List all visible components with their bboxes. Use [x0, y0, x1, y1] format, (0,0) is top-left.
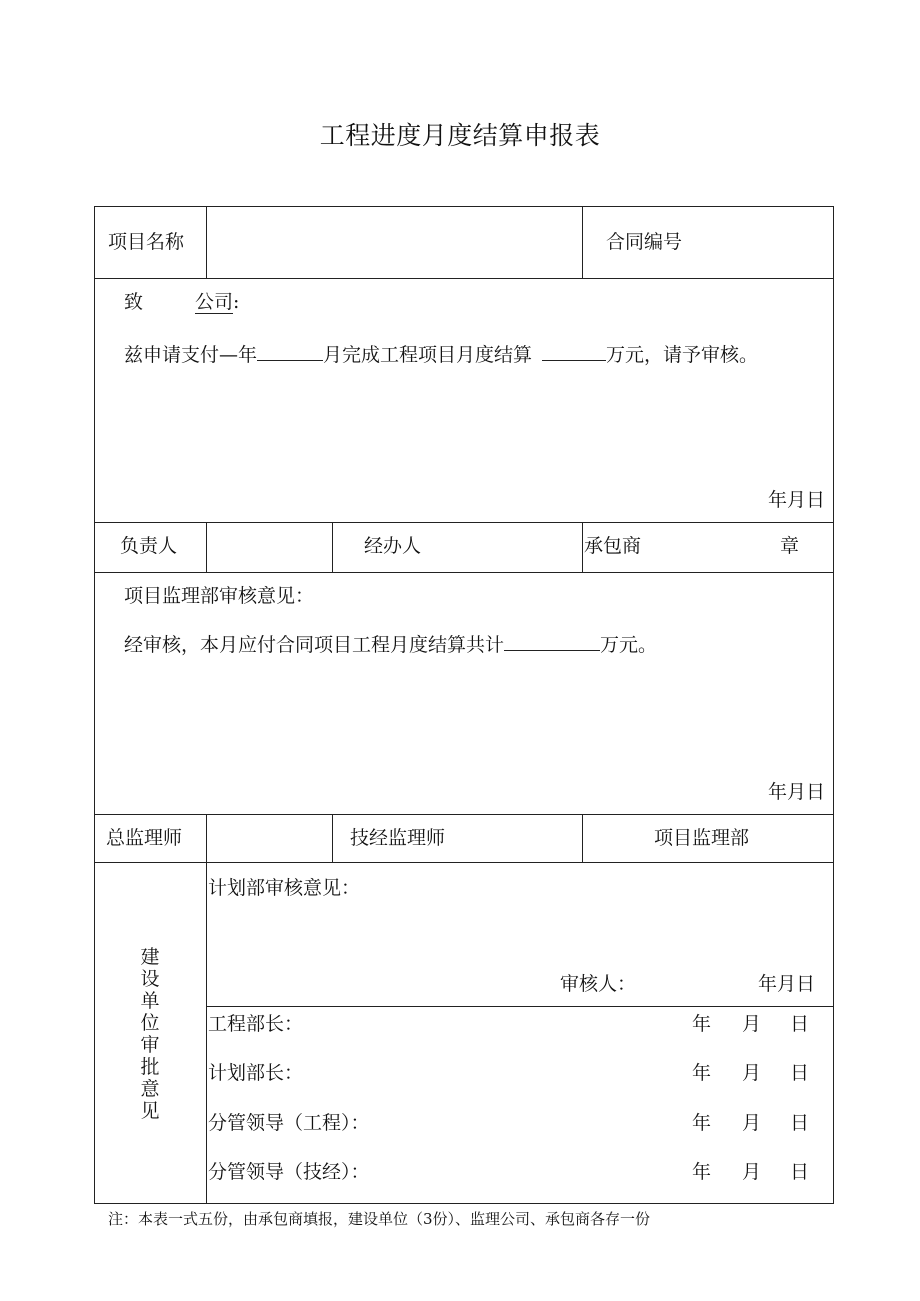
contract-no-label: 合同编号 — [606, 231, 683, 253]
supervision-text-a: 经审核，本月应付合同项目工程月度结算共计 — [124, 634, 505, 656]
col-divider — [582, 814, 583, 862]
col-divider — [206, 206, 207, 278]
project-name-label: 项目名称 — [108, 231, 185, 253]
approver-year: 年 — [692, 1013, 712, 1035]
request-text-b: 月完成工程项目月度结算 — [323, 344, 533, 366]
row-divider — [94, 522, 834, 523]
settlement-form-table — [94, 206, 834, 1204]
row-divider — [206, 1006, 834, 1007]
row-divider — [94, 862, 834, 863]
approver-month: 月 — [742, 1161, 762, 1183]
handler-label: 经办人 — [364, 535, 422, 557]
company-name: 公司 — [195, 291, 234, 313]
approver-year: 年 — [692, 1062, 712, 1084]
responsible-label: 负责人 — [120, 535, 178, 557]
request-text-a: 兹申请支付—年 — [124, 344, 258, 366]
month-blank[interactable] — [257, 342, 323, 361]
border-right — [833, 206, 834, 1204]
supervision-heading: 项目监理部审核意见： — [124, 585, 315, 607]
reviewer-label: 审核人： — [560, 973, 637, 995]
border-bottom — [94, 1203, 834, 1204]
approver-month: 月 — [742, 1062, 762, 1084]
owner-approval-side-label: 建 设 单 位 审 批 意 见 — [140, 946, 160, 1122]
company-colon: : — [233, 291, 240, 313]
border-top — [94, 206, 834, 207]
approver-label: 分管领导（技经）： — [208, 1161, 370, 1183]
plan-dept-heading: 计划部审核意见： — [208, 877, 361, 899]
col-divider — [332, 522, 333, 572]
chief-supervisor-label: 总监理师 — [106, 827, 183, 849]
row-divider — [94, 278, 834, 279]
request-text-c: 万元，请予审核。 — [606, 344, 759, 366]
col-divider — [582, 522, 583, 572]
approver-label: 计划部长： — [208, 1062, 304, 1084]
approver-day: 日 — [790, 1013, 810, 1035]
col-divider — [206, 814, 207, 862]
col-divider — [206, 862, 207, 1204]
footnote: 注：本表一式五份，由承包商填报，建设单位（3份）、监理公司、承包商各存一份 — [108, 1210, 651, 1228]
approver-month: 月 — [742, 1112, 762, 1134]
row-divider — [94, 814, 834, 815]
supervision-line — [124, 632, 657, 657]
contractor-label: 承包商 — [584, 535, 642, 557]
col-divider — [582, 206, 583, 278]
to-prefix: 致 — [124, 291, 144, 313]
col-divider — [206, 522, 207, 572]
supervision-dept-label: 项目监理部 — [654, 827, 750, 849]
supervision-date: 年月日 — [768, 781, 826, 803]
reviewer-date: 年月日 — [758, 973, 816, 995]
approver-day: 日 — [790, 1112, 810, 1134]
supervision-text-b: 万元。 — [600, 634, 658, 656]
approver-label: 分管领导（工程）： — [208, 1112, 370, 1134]
amount-blank[interactable] — [542, 342, 606, 361]
approver-year: 年 — [692, 1112, 712, 1134]
col-divider — [332, 814, 333, 862]
page-title: 工程进度月度结算申报表 — [319, 121, 601, 150]
approver-day: 日 — [790, 1161, 810, 1183]
approver-day: 日 — [790, 1062, 810, 1084]
approver-year: 年 — [692, 1161, 712, 1183]
seal-label: 章 — [780, 535, 800, 557]
approved-amount-blank[interactable] — [504, 632, 600, 651]
row-divider — [94, 572, 834, 573]
tech-supervisor-label: 技经监理师 — [350, 827, 446, 849]
application-date: 年月日 — [768, 489, 826, 511]
approver-month: 月 — [742, 1013, 762, 1035]
addressee-line — [124, 290, 239, 314]
payment-request-line — [124, 342, 758, 367]
approver-label: 工程部长： — [208, 1013, 304, 1035]
